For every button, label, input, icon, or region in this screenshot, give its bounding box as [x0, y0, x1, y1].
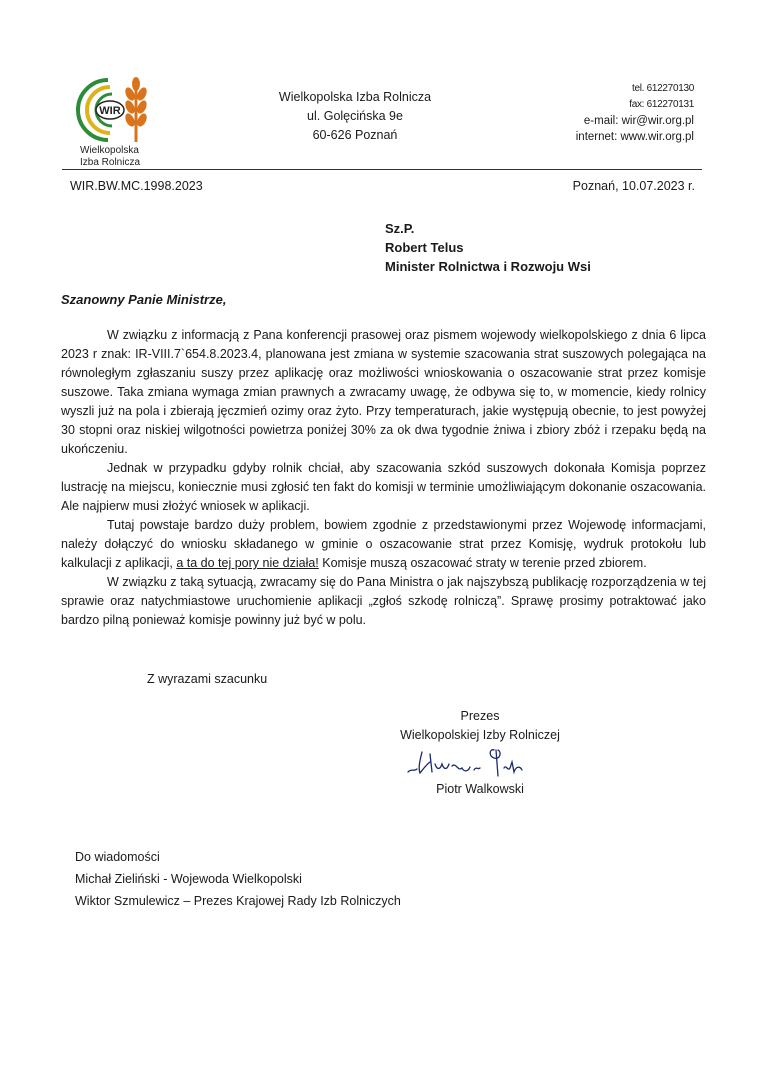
website: internet: www.wir.org.pl: [575, 131, 694, 143]
letter-body: [61, 326, 706, 630]
cc-line-1: Michał Zieliński - Wojewoda Wielkopolski: [75, 872, 302, 886]
signer-name: Piotr Walkowski: [436, 782, 524, 796]
paragraph-2: Jednak w przypadku gdyby rolnik chciał, aby szacowania szkód suszowych dokonała Komisja poprzez lustrację na miejscu, koniecznie musi zgłosić ten fakt do komisji w terminie umożliwiającym dokonanie oszacowania. Ale najpierw musi złożyć wniosek w aplikacji.: [61, 461, 706, 513]
addressee: [385, 219, 591, 276]
org-city: 60-626 Poznań: [312, 128, 398, 142]
paragraph-3-part2: Komisje muszą oszacować straty w terenie przed zbiorem.: [318, 556, 647, 570]
signer-title-line1: Prezes: [460, 709, 500, 723]
cc-line-2: Wiktor Szmulewicz – Prezes Krajowej Rady Izb Rolniczych: [75, 894, 401, 908]
paragraph-3-underlined: a ta do tej pory nie działa!: [176, 556, 319, 570]
logo-wordmark: WIR: [99, 105, 121, 117]
fax: fax: 612270131: [629, 99, 694, 110]
header-divider: [62, 169, 702, 170]
salutation: Szanowny Panie Ministrze,: [61, 292, 227, 307]
logo-caption-line2: Izba Rolnicza: [80, 157, 141, 168]
logo-caption-line1: Wielkopolska: [80, 145, 139, 156]
paragraph-3-part1: Tutaj powstaje bardzo duży problem, bowiem zgodnie z przedstawionymi przez Wojewodę informacjami, należy dołączyć do wniosku składanego w gminie o oszacowanie strat przez Komisję, wydruk protokołu lub kalkulacji z aplikacji,: [61, 518, 706, 570]
org-address: [250, 88, 460, 145]
reference-number: WIR.BW.MC.1998.2023: [70, 179, 203, 193]
paragraph-3: [61, 516, 706, 573]
signer-title: [390, 707, 570, 745]
email: e-mail: wir@wir.org.pl: [583, 115, 694, 127]
signer-title-line2: Wielkopolskiej Izby Rolniczej: [400, 728, 560, 742]
cc-heading: Do wiadomości: [75, 850, 160, 864]
addressee-line2: Robert Telus: [385, 240, 464, 255]
org-name: Wielkopolska Izba Rolnicza: [278, 90, 432, 104]
paragraph-1: W związku z informacją z Pana konferencji prasowej oraz pismem wojewody wielkopolskiego z dnia 6 lipca 2023 r znak: IR-VIII.7`654.8.2023.4, planowana jest zmiana w systemie szacowania strat suszowych polegająca na równoległym zgłaszaniu suszy przez aplikację oraz możliwości wnioskowania o oszacowanie strat przez komisje suszowe. Taka zmiana wymaga zmian prawnych a zwracamy uwagę, że odbywa się to, w momencie, kiedy rolnicy wyszli już na pola i zbierają jęczmień ozimy oraz żyto. Przy temperaturach, jakie występują obecnie, to jest powyżej 30 stopni oraz niskiej wilgotności powietrza poniżej 30% za ok dwa tygodnie żniwa i zbiory zbóż i rzepaku będą na ukończeniu.: [61, 328, 706, 456]
place-date: Poznań, 10.07.2023 r.: [572, 179, 695, 193]
addressee-line1: Sz.P.: [385, 221, 415, 236]
cc-list: [75, 846, 401, 912]
paragraph-4: W związku z taką sytuacją, zwracamy się do Pana Ministra o jak najszybszą publikację rozporządzenia w tej sprawie oraz natychmiastowe uruchomienie aplikacji „zgłoś szkodę rolniczą”. Sprawę prosimy potraktować jako bardzo pilną ponieważ komisje powinny już być w polu.: [61, 575, 706, 627]
closing: Z wyrazami szacunku: [147, 672, 268, 686]
logo-caption: [80, 145, 140, 169]
org-street: ul. Golęcińska 9e: [307, 109, 403, 123]
addressee-line3: Minister Rolnictwa i Rozwoju Wsi: [385, 259, 591, 274]
handwritten-signature: [402, 742, 532, 782]
tel: tel. 612270130: [632, 83, 694, 94]
contact-info: [576, 81, 694, 145]
